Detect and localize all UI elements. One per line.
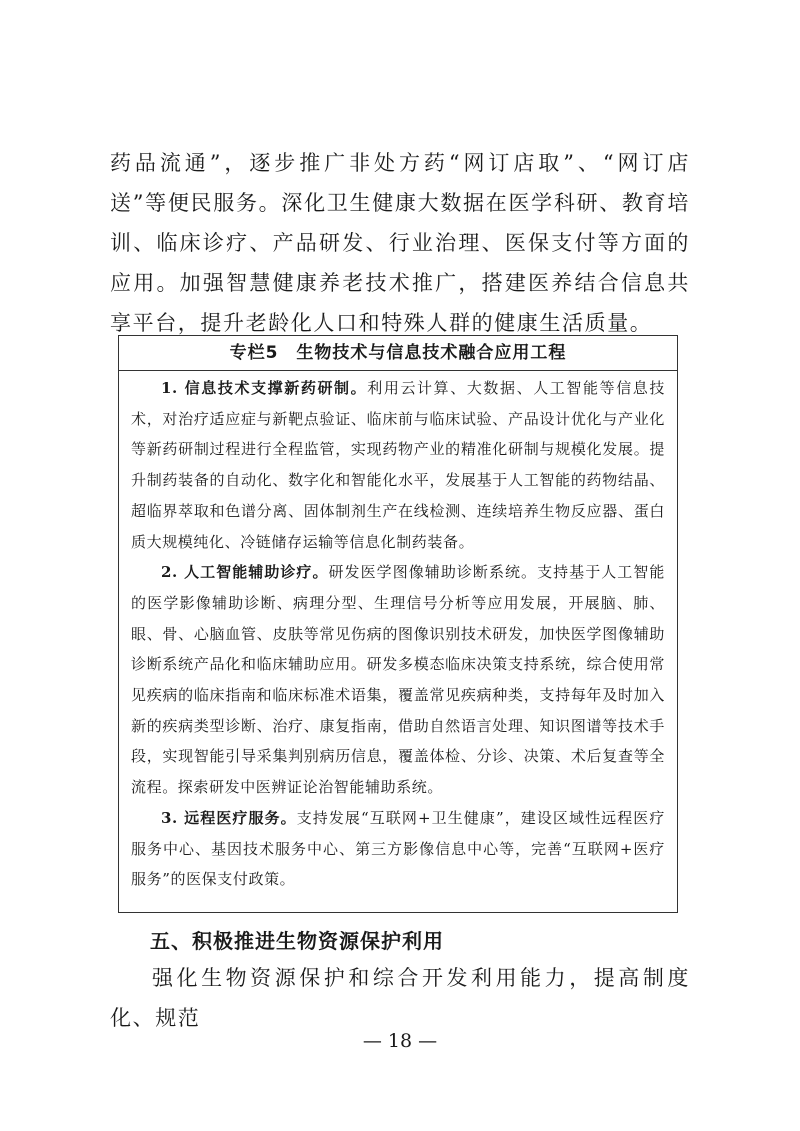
box-item-heading: 3. 远程医疗服务。: [161, 808, 297, 827]
box-item-text: 研发医学图像辅助诊断系统。支持基于人工智能的医学影像辅助诊断、病理分型、生理信号分析等应用发展，开展脑、肺、眼、骨、心脑血管、皮肤等常见伤病的图像识别技术研发，加快医学图像辅助诊断系统产品化和临床辅助应用。研发多模态临床决策支持系统，综合使用常见疾病的临床指南和临床标准术语集，覆盖常见疾病种类，支持每年及时加入新的疾病类型诊断、治疗、康复指南，借助自然语言处理、知识图谱等技术手段，实现智能引导采集判别病历信息，覆盖体检、分诊、决策、术后复查等全流程。探索研发中医辨证论治智能辅助系统。: [131, 563, 665, 797]
box-item: [131, 803, 665, 895]
box-item-text: 支持发展“互联网+卫生健康”，建设区域性远程医疗服务中心、基因技术服务中心、第三方影像信息中心等，完善“互联网+医疗服务”的医保支付政策。: [131, 808, 665, 889]
box-item-heading: 2. 人工智能辅助诊疗。: [161, 563, 329, 582]
box-item-text: 利用云计算、大数据、人工智能等信息技术，对治疗适应症与新靶点验证、临床前与临床试验、产品设计优化与产业化等新药研制过程进行全程监管，实现药物产业的精准化研制与规模化发展。提升制药装备的自动化、数字化和智能化水平，发展基于人工智能的药物结晶、超临界萃取和色谱分离、固体制剂生产在线检测、连续培养生物反应器、蛋白质大规模纯化、冷链储存运输等信息化制药装备。: [131, 379, 665, 551]
box-item: [131, 557, 665, 803]
page-number: — 18 —: [362, 1030, 438, 1052]
box-body: [119, 371, 677, 895]
body-paragraph: 药品流通”，逐步推广非处方药“网订店取”、“网订店送”等便民服务。深化卫生健康大数据在医学科研、教育培训、临床诊疗、产品研发、行业治理、医保支付等方面的应用。加强智慧健康养老技术推广，搭建医养结合信息共享平台，提升老龄化人口和特殊人群的健康生活质量。: [110, 151, 690, 335]
box-item: [131, 373, 665, 557]
box-title: 专栏5 生物技术与信息技术融合应用工程: [119, 336, 677, 371]
body-paragraph: 强化生物资源保护和综合开发利用能力，提高制度化、规范: [110, 966, 690, 1030]
box-item-heading: 1. 信息技术支撑新药研制。: [161, 379, 368, 397]
section-heading: 五、积极推进生物资源保护利用: [150, 929, 444, 953]
feature-column-box: [118, 335, 678, 913]
